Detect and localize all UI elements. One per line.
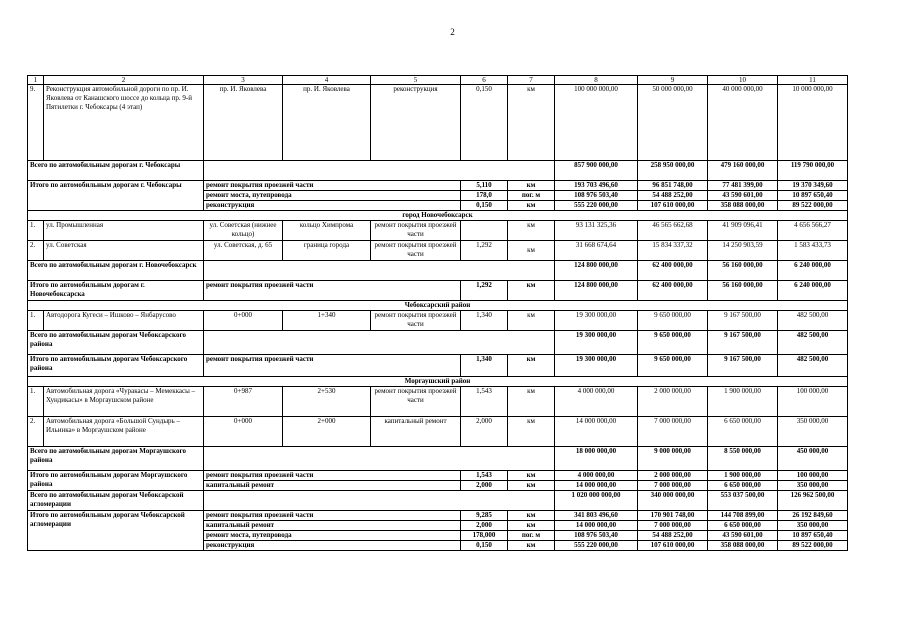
- row-number: 9.: [28, 85, 44, 161]
- work-type: реконструкция: [204, 201, 461, 211]
- amount-col8: 19 300 000,00: [555, 354, 638, 376]
- length: [461, 221, 508, 240]
- amount-col9: 7 000 000,00: [638, 521, 708, 531]
- unit: км: [508, 181, 555, 191]
- col-header: 3: [204, 76, 283, 85]
- work-type: ремонт моста, путепровода: [204, 191, 461, 201]
- col-header: 7: [508, 76, 555, 85]
- amount-col8: 124 800 000,00: [555, 280, 638, 300]
- work-type: капитальный ремонт: [204, 521, 461, 531]
- table-row: [28, 310, 848, 330]
- amount-col8: 19 300 000,00: [555, 330, 638, 354]
- road-from: 0+987: [204, 386, 283, 416]
- amount-col8: 14 000 000,00: [555, 416, 638, 446]
- length: 2,000: [461, 416, 508, 446]
- itogo-row: [28, 354, 848, 376]
- unit: км: [508, 480, 555, 490]
- amount-col8: 193 703 496,60: [555, 181, 638, 191]
- unit: км: [508, 240, 555, 260]
- row-number: 2.: [28, 240, 44, 260]
- itogo-row: [28, 510, 848, 520]
- road-name: Автомобильная дорога «Большой Сундырь – Ильинка» в Моргаушском районе: [44, 416, 204, 446]
- total-label: Всего по автомобильным дорогам Чебоксарского района: [28, 330, 204, 354]
- work-type: капитальный ремонт: [204, 480, 461, 490]
- unit: км: [508, 470, 555, 480]
- amount-col11: 10 897 650,40: [778, 191, 848, 201]
- total-row: [28, 260, 848, 280]
- length: 1,292: [461, 280, 508, 300]
- amount-col10: 8 550 000,00: [708, 446, 778, 470]
- amount-col11: 89 522 000,00: [778, 201, 848, 211]
- itogo-row: [28, 280, 848, 300]
- table-row: [28, 416, 848, 446]
- total-label: Всего по автомобильным дорогам г. Чебоксары: [28, 161, 204, 181]
- section-title: Моргаушский район: [28, 376, 848, 386]
- unit: км: [508, 221, 555, 240]
- col-header: 1: [28, 76, 44, 85]
- unit: км: [508, 416, 555, 446]
- amount-col8: 108 976 503,40: [555, 531, 638, 541]
- length: 1,340: [461, 310, 508, 330]
- amount-col10: 40 000 000,00: [708, 85, 778, 161]
- amount-col9: 107 610 000,00: [638, 201, 708, 211]
- amount-col9: 340 000 000,00: [638, 490, 708, 510]
- road-name: ул. Промышленная: [44, 221, 204, 240]
- empty-cell: [204, 330, 555, 354]
- work-type: ремонт покрытия проезжей части: [204, 510, 461, 520]
- length: 178,0: [461, 191, 508, 201]
- amount-col9: 7 000 000,00: [638, 416, 708, 446]
- table-row: [28, 221, 848, 240]
- itogo-label: Итого по автомобильным дорогам г. Чебоксары: [28, 181, 204, 211]
- amount-col11: 6 240 000,00: [778, 280, 848, 300]
- amount-col11: 10 000 000,00: [778, 85, 848, 161]
- road-name: Автодорога Кугеси – Ишково – Янбарусово: [44, 310, 204, 330]
- unit: пог. м: [508, 191, 555, 201]
- section-title: город Новочебоксарск: [28, 211, 848, 221]
- road-from: 0+000: [204, 416, 283, 446]
- amount-col8: 14 000 000,00: [555, 521, 638, 531]
- column-number-row: [28, 76, 848, 85]
- col-header: 4: [283, 76, 371, 85]
- length: 178,000: [461, 531, 508, 541]
- length: 9,285: [461, 510, 508, 520]
- amount-col11: 10 897 650,40: [778, 531, 848, 541]
- amount-col10: 14 250 903,59: [708, 240, 778, 260]
- amount-col9: 46 565 662,68: [638, 221, 708, 240]
- road-to: 1+340: [283, 310, 371, 330]
- unit: пог. м: [508, 531, 555, 541]
- amount-col8: 14 000 000,00: [555, 480, 638, 490]
- row-number: 1.: [28, 221, 44, 240]
- length: 0,150: [461, 201, 508, 211]
- itogo-label: Итого по автомобильным дорогам Чебоксарского района: [28, 354, 204, 376]
- work-type: реконструкция: [204, 541, 461, 551]
- amount-col11: 1 583 433,73: [778, 240, 848, 260]
- total-row: [28, 446, 848, 470]
- roads-table: [27, 75, 848, 551]
- amount-col11: 482 500,00: [778, 330, 848, 354]
- length: 0,150: [461, 85, 508, 161]
- road-name: ул. Советская: [44, 240, 204, 260]
- amount-col10: 1 900 000,00: [708, 386, 778, 416]
- col-header: 6: [461, 76, 508, 85]
- amount-col9: 107 610 000,00: [638, 541, 708, 551]
- unit: км: [508, 510, 555, 520]
- amount-col9: 2 000 000,00: [638, 386, 708, 416]
- amount-col11: 100 000,00: [778, 470, 848, 480]
- work-type: реконструкция: [371, 85, 461, 161]
- amount-col11: 26 192 849,60: [778, 510, 848, 520]
- amount-col10: 9 167 500,00: [708, 330, 778, 354]
- amount-col8: 100 000 000,00: [555, 85, 638, 161]
- amount-col11: 100 000,00: [778, 386, 848, 416]
- amount-col9: 170 901 748,00: [638, 510, 708, 520]
- work-type: ремонт покрытия проезжей части: [204, 181, 461, 191]
- amount-col10: 553 037 500,00: [708, 490, 778, 510]
- amount-col10: 6 650 000,00: [708, 480, 778, 490]
- col-header: 10: [708, 76, 778, 85]
- amount-col9: 15 834 337,32: [638, 240, 708, 260]
- amount-col11: 19 370 349,60: [778, 181, 848, 191]
- amount-col11: 450 000,00: [778, 446, 848, 470]
- row-number: 1.: [28, 310, 44, 330]
- amount-col9: 96 851 748,00: [638, 181, 708, 191]
- empty-cell: [204, 446, 555, 470]
- amount-col8: 93 131 325,36: [555, 221, 638, 240]
- total-row: [28, 161, 848, 181]
- amount-col8: 1 020 000 000,00: [555, 490, 638, 510]
- amount-col11: 126 962 500,00: [778, 490, 848, 510]
- total-label: Всего по автомобильным дорогам г. Новочебоксарск: [28, 260, 204, 280]
- table-row: [28, 240, 848, 260]
- amount-col11: 89 522 000,00: [778, 541, 848, 551]
- itogo-label: Итого по автомобильным дорогам Чебоксарской агломерации: [28, 510, 204, 550]
- amount-col10: 144 708 899,00: [708, 510, 778, 520]
- road-from: ул. Советская, д. 65: [204, 240, 283, 260]
- work-type: капитальный ремонт: [371, 416, 461, 446]
- col-header: 8: [555, 76, 638, 85]
- amount-col11: 482 500,00: [778, 310, 848, 330]
- work-type: ремонт покрытия проезжей части: [371, 310, 461, 330]
- road-name: Автомобильная дорога «Чуракасы – Мемеккасы – Хундикасы» в Моргаушском районе: [44, 386, 204, 416]
- amount-col11: 482 500,00: [778, 354, 848, 376]
- length: 1,543: [461, 386, 508, 416]
- amount-col8: 108 976 503,40: [555, 191, 638, 201]
- unit: км: [508, 521, 555, 531]
- section-heading-row: [28, 300, 848, 310]
- amount-col9: 62 400 000,00: [638, 260, 708, 280]
- amount-col8: 4 000 000,00: [555, 470, 638, 480]
- amount-col8: 555 220 000,00: [555, 541, 638, 551]
- total-label: Всего по автомобильным дорогам Моргаушского района: [28, 446, 204, 470]
- amount-col11: 350 000,00: [778, 416, 848, 446]
- section-heading-row: [28, 211, 848, 221]
- amount-col10: 56 160 000,00: [708, 280, 778, 300]
- table-row: [28, 85, 848, 161]
- page-number: 2: [450, 27, 455, 37]
- amount-col9: 62 400 000,00: [638, 280, 708, 300]
- unit: км: [508, 85, 555, 161]
- amount-col10: 56 160 000,00: [708, 260, 778, 280]
- amount-col9: 50 000 000,00: [638, 85, 708, 161]
- unit: км: [508, 541, 555, 551]
- length: 2,000: [461, 480, 508, 490]
- total-row: [28, 330, 848, 354]
- amount-col10: 9 167 500,00: [708, 310, 778, 330]
- amount-col11: 4 656 566,27: [778, 221, 848, 240]
- length: 1,340: [461, 354, 508, 376]
- itogo-label: Итого по автомобильным дорогам г. Новочебоксарска: [28, 280, 204, 300]
- unit: км: [508, 280, 555, 300]
- amount-col8: 4 000 000,00: [555, 386, 638, 416]
- amount-col8: 19 300 000,00: [555, 310, 638, 330]
- unit: км: [508, 310, 555, 330]
- amount-col8: 124 800 000,00: [555, 260, 638, 280]
- empty-cell: [204, 260, 555, 280]
- amount-col9: 54 488 252,00: [638, 531, 708, 541]
- section-heading-row: [28, 376, 848, 386]
- amount-col9: 258 950 000,00: [638, 161, 708, 181]
- total-label: Всего по автомобильным дорогам Чебоксарской агломерации: [28, 490, 204, 510]
- length: 5,110: [461, 181, 508, 191]
- amount-col9: 7 000 000,00: [638, 480, 708, 490]
- amount-col10: 1 900 000,00: [708, 470, 778, 480]
- amount-col8: 18 000 000,00: [555, 446, 638, 470]
- amount-col9: 9 650 000,00: [638, 330, 708, 354]
- amount-col8: 857 900 000,00: [555, 161, 638, 181]
- amount-col9: 2 000 000,00: [638, 470, 708, 480]
- section-title: Чебоксарский район: [28, 300, 848, 310]
- road-to: 2+000: [283, 416, 371, 446]
- table-row: [28, 386, 848, 416]
- itogo-row: [28, 470, 848, 480]
- length: 1,292: [461, 240, 508, 260]
- road-to: 2+530: [283, 386, 371, 416]
- amount-col8: 341 803 496,60: [555, 510, 638, 520]
- row-number: 1.: [28, 386, 44, 416]
- amount-col10: 9 167 500,00: [708, 354, 778, 376]
- amount-col10: 43 590 601,00: [708, 191, 778, 201]
- amount-col11: 350 000,00: [778, 480, 848, 490]
- work-type: ремонт покрытия проезжей части: [204, 470, 461, 480]
- empty-cell: [204, 161, 555, 181]
- road-from: 0+000: [204, 310, 283, 330]
- amount-col10: 6 650 000,00: [708, 521, 778, 531]
- col-header: 5: [371, 76, 461, 85]
- col-header: 11: [778, 76, 848, 85]
- unit: км: [508, 201, 555, 211]
- amount-col11: 6 240 000,00: [778, 260, 848, 280]
- road-to: пр. И. Яковлева: [283, 85, 371, 161]
- road-name: Реконструкция автомобильной дороги по пр. И. Яковлева от Канашского шоссе до кольца пр. 9-й Пятилетки г. Чебоксары (4 этап): [44, 85, 204, 161]
- amount-col8: 555 220 000,00: [555, 201, 638, 211]
- unit: км: [508, 386, 555, 416]
- length: 0,150: [461, 541, 508, 551]
- length: 1,543: [461, 470, 508, 480]
- itogo-label: Итого по автомобильным дорогам Моргаушского района: [28, 470, 204, 490]
- unit: км: [508, 354, 555, 376]
- amount-col9: 9 650 000,00: [638, 354, 708, 376]
- amount-col11: 350 000,00: [778, 521, 848, 531]
- amount-col10: 358 088 000,00: [708, 541, 778, 551]
- road-from: ул. Советская (нижнее кольцо): [204, 221, 283, 240]
- work-type: ремонт покрытия проезжей части: [371, 221, 461, 240]
- amount-col8: 31 668 674,64: [555, 240, 638, 260]
- work-type: ремонт покрытия проезжей части: [371, 240, 461, 260]
- amount-col11: 119 790 000,00: [778, 161, 848, 181]
- length: 2,000: [461, 521, 508, 531]
- amount-col9: 54 488 252,00: [638, 191, 708, 201]
- work-type: ремонт покрытия проезжей части: [371, 386, 461, 416]
- amount-col10: 479 160 000,00: [708, 161, 778, 181]
- road-from: пр. И. Яковлева: [204, 85, 283, 161]
- itogo-row: [28, 181, 848, 191]
- amount-col10: 77 481 399,00: [708, 181, 778, 191]
- work-type: ремонт моста, путепровода: [204, 531, 461, 541]
- col-header: 2: [44, 76, 204, 85]
- work-type: ремонт покрытия проезжей части: [204, 354, 461, 376]
- amount-col9: 9 000 000,00: [638, 446, 708, 470]
- amount-col9: 9 650 000,00: [638, 310, 708, 330]
- road-to: кольцо Химпрома: [283, 221, 371, 240]
- work-type: ремонт покрытия проезжей части: [204, 280, 461, 300]
- amount-col10: 6 650 000,00: [708, 416, 778, 446]
- empty-cell: [204, 490, 555, 510]
- amount-col10: 41 909 096,41: [708, 221, 778, 240]
- total-row: [28, 490, 848, 510]
- row-number: 2.: [28, 416, 44, 446]
- amount-col10: 43 590 601,00: [708, 531, 778, 541]
- col-header: 9: [638, 76, 708, 85]
- road-to: граница города: [283, 240, 371, 260]
- amount-col10: 358 088 000,00: [708, 201, 778, 211]
